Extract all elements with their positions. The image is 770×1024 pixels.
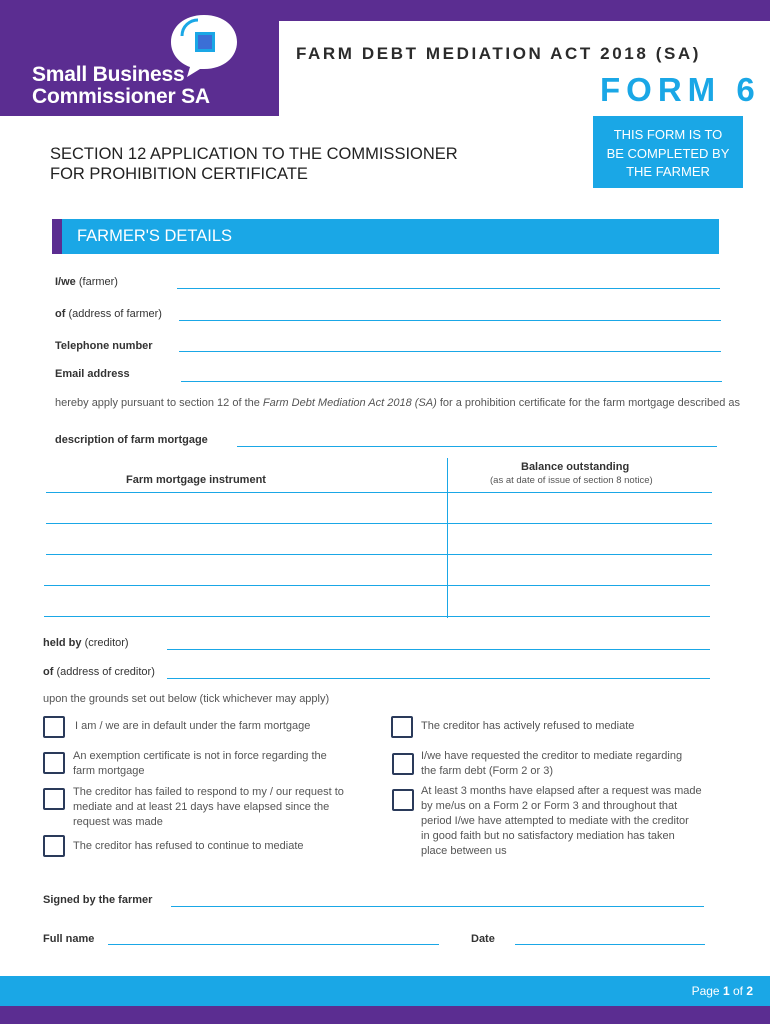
table-header-instrument: Farm mortgage instrument (126, 474, 266, 486)
farmer-address-label: of (address of farmer) (55, 308, 162, 320)
logo (0, 0, 279, 116)
checkbox-refused-continue[interactable] (43, 835, 65, 857)
farmer-name-label: I/we (farmer) (55, 276, 118, 288)
checkbox-three-months-elapsed[interactable] (392, 789, 414, 811)
checkbox-in-default[interactable] (43, 716, 65, 738)
email-field[interactable] (181, 381, 722, 382)
date-label: Date (471, 933, 495, 945)
telephone-field[interactable] (179, 351, 721, 352)
option-in-default: I am / we are in default under the farm mortgage (75, 720, 311, 732)
table-row-instrument[interactable] (46, 523, 447, 524)
table-row-balance[interactable] (447, 616, 710, 617)
table-header-balance-note: (as at date of issue of section 8 notice) (490, 475, 653, 486)
form-number: FORM 6 (600, 71, 761, 108)
table-header-balance: Balance outstanding (521, 461, 630, 473)
full-name-label: Full name (43, 933, 95, 945)
date-field[interactable] (515, 944, 705, 945)
checkbox-no-exemption[interactable] (43, 752, 65, 774)
option-requested-mediation: I/we have requested the creditor to mediate regarding the farm debt (Form 2 or 3) (421, 750, 683, 777)
page-number: Page 1 of 2 (691, 984, 753, 998)
option-refused-continue: The creditor has refused to continue to mediate (73, 840, 304, 852)
option-actively-refused: The creditor has actively refused to mediate (421, 720, 635, 732)
farmers-details-heading: FARMER'S DETAILS (52, 219, 719, 254)
checkbox-requested-mediation[interactable] (392, 753, 414, 775)
description-field[interactable] (237, 446, 717, 447)
creditor-name-field[interactable] (167, 649, 710, 650)
option-failed-to-respond: The creditor has failed to respond to my / our request to mediate and at least 21 days have elapsed since the request was made (73, 786, 344, 828)
creditor-address-field[interactable] (167, 678, 710, 679)
option-no-exemption: An exemption certificate is not in force regarding the farm mortgage (73, 750, 327, 777)
table-row-instrument[interactable] (46, 492, 447, 493)
full-name-field[interactable] (108, 944, 439, 945)
farmer-name-field[interactable] (177, 288, 720, 289)
checkbox-actively-refused[interactable] (391, 716, 413, 738)
table-divider (447, 458, 448, 618)
grounds-instruction: upon the grounds set out below (tick whichever may apply) (43, 693, 330, 705)
signature-field[interactable] (171, 906, 704, 907)
footer-bar (0, 976, 770, 1006)
option-three-months-elapsed: At least 3 months have elapsed after a request was made by me/us on a Form 2 or Form 3 and throughout that period I/we have attempted to mediate with the creditor in good faith but no satisfactory mediation has taken place between us (421, 785, 702, 857)
application-statement: hereby apply pursuant to section 12 of the Farm Debt Mediation Act 2018 (SA) for a prohibition certificate for the farm mortgage described as (55, 397, 741, 409)
table-row-balance[interactable] (447, 554, 712, 555)
completed-by-notice: THIS FORM IS TO BE COMPLETED BY THE FARMER (593, 116, 743, 188)
table-row-instrument[interactable] (44, 616, 447, 617)
logo-text: Small Business Commissioner SA (32, 63, 210, 108)
table-row-balance[interactable] (447, 523, 712, 524)
act-title: FARM DEBT MEDIATION ACT 2018 (SA) (296, 44, 702, 63)
email-label: Email address (55, 368, 130, 380)
footer-band (0, 1006, 770, 1024)
telephone-label: Telephone number (55, 340, 153, 352)
creditor-address-label: of (address of creditor) (43, 666, 155, 678)
table-row-instrument[interactable] (44, 585, 447, 586)
creditor-name-label: held by (creditor) (43, 637, 129, 649)
signed-label: Signed by the farmer (43, 894, 153, 906)
table-row-balance[interactable] (447, 585, 710, 586)
table-row-balance[interactable] (447, 492, 712, 493)
section-title: SECTION 12 APPLICATION TO THE COMMISSIONER FOR PROHIBITION CERTIFICATE (50, 145, 458, 183)
description-label: description of farm mortgage (55, 434, 208, 446)
table-row-instrument[interactable] (46, 554, 447, 555)
farmer-address-field[interactable] (179, 320, 721, 321)
checkbox-failed-to-respond[interactable] (43, 788, 65, 810)
